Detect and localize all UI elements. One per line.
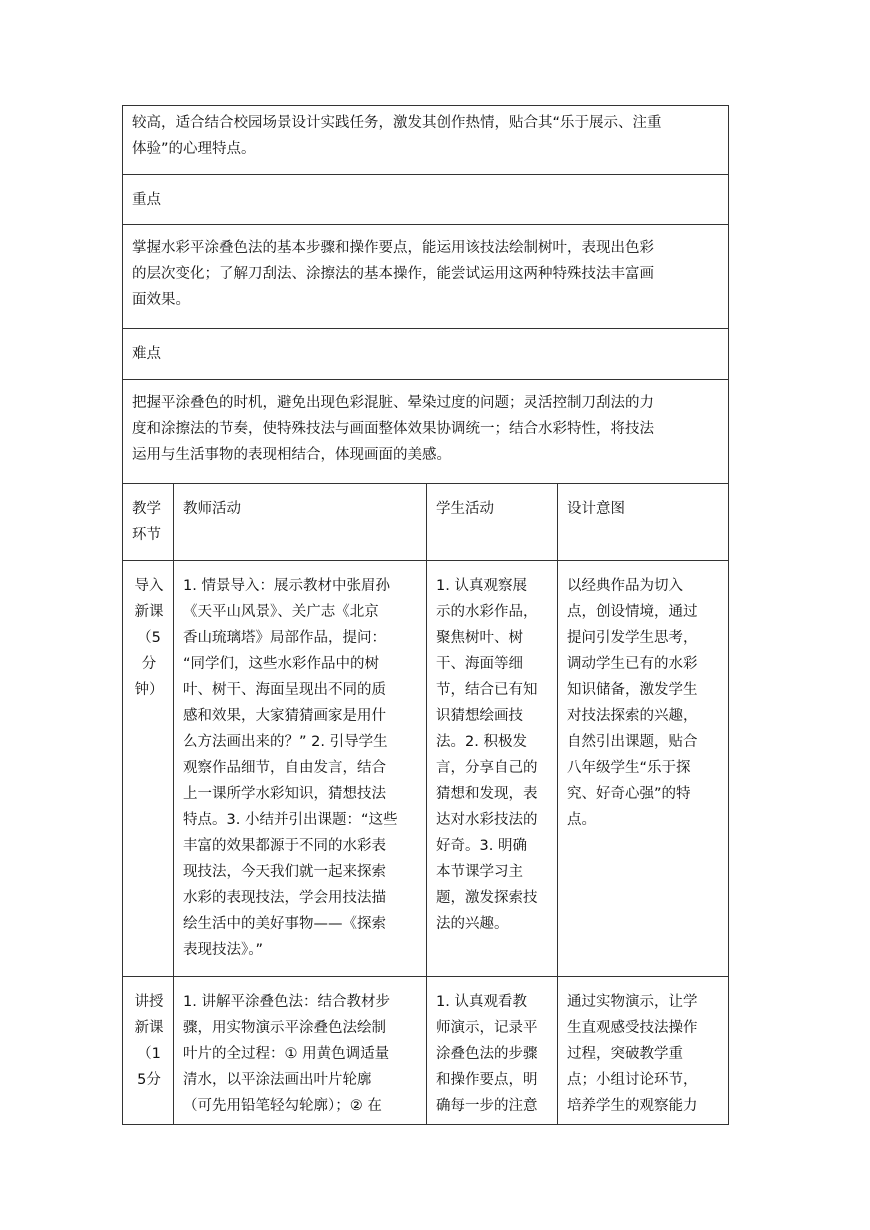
row-design-intent: 通过实物演示，让学 生直观感受技法操作 过程，突破教学重 点；小组讨论环节， 培养学生的观察能力 [567,994,698,1114]
difficult-points-text: 把握平涂叠色的时机，避免出现色彩混脏、晕染过度的问题；灵活控制刀刮法的力 度和涂擦法的节奏，使特殊技法与画面整体效果协调统一；结合水彩特性，将技法 运用与生活事物的表现相结合，体现画面的美感。 [132,395,654,463]
table-header-row [123,484,729,561]
key-points-text: 掌握水彩平涂叠色法的基本步骤和操作要点，能运用该技法绘制树叶，表现出色彩 的层次变化；了解刀刮法、涂擦法的基本操作，能尝试运用这两种特殊技法丰富画 面效果。 [132,240,654,308]
row-stage: 导入 新课 （5 分 钟） [134,578,164,698]
key-points-row [123,225,729,329]
row-student-activity: 1. 认真观察展 示的水彩作品， 聚焦树叶、树 干、海面等细 节，结合已有知 识猜想绘画技 法。2. 积极发 言，分享自己的 猜想和发现，表 达对水彩技法的 好奇。3. 明确 本节课学习主 题，激发探索技 法的兴趣。 [436,578,538,932]
row-stage: 讲授 新课 （1 5分 [134,994,164,1088]
difficult-points-label-row [123,329,729,380]
intro-text: 较高，适合结合校园场景设计实践任务，激发其创作热情，贴合其“乐于展示、注重 体验”的心理特点。 [132,115,662,157]
lesson-plan-table [122,105,729,1125]
table-row [123,561,729,977]
key-points-label: 重点 [132,192,161,208]
header-teacher-activity: 教师活动 [183,501,241,517]
intro-row [123,106,729,175]
table-row [123,977,729,1125]
row-teacher-activity: 1. 情景导入：展示教材中张眉孙 《天平山风景》、关广志《北京 香山琉璃塔》局部作品，提问： “同学们，这些水彩作品中的树 叶、树干、海面呈现出不同的质 感和效果，大家猜猜画家是用什 么方法画出来的？” 2. 引导学生 观察作品细节，自由发言，结合 上一课所学水彩知识，猜想技法 特点。3. 小结并引出课题：“这些 丰富的效果都源于不同的水彩表 现技法，今天我们就一起来探索 水彩的表现技法，学会用技法描 绘生活中的美好事物——《探索 表现技法》。” [183,578,398,958]
difficult-points-row [123,380,729,484]
header-student-activity: 学生活动 [436,501,494,517]
row-student-activity: 1. 认真观看教 师演示，记录平 涂叠色法的步骤 和操作要点，明 确每一步的注意 [436,994,538,1114]
header-design-intent: 设计意图 [567,501,625,517]
row-design-intent: 以经典作品为切入 点，创设情境，通过 提问引发学生思考， 调动学生已有的水彩 知识储备，激发学生 对技法探索的兴趣， 自然引出课题，贴合 八年级学生“乐于探 究、好奇心强”的特 点。 [567,578,698,828]
key-points-label-row [123,175,729,225]
header-stage: 教学 环节 [132,501,161,543]
difficult-points-label: 难点 [132,346,161,362]
row-teacher-activity: 1. 讲解平涂叠色法：结合教材步 骤，用实物演示平涂叠色法绘制 叶片的全过程：① 用黄色调适量 清水，以平涂法画出叶片轮廓 （可先用铅笔轻勾轮廓）；② 在 [183,994,390,1114]
